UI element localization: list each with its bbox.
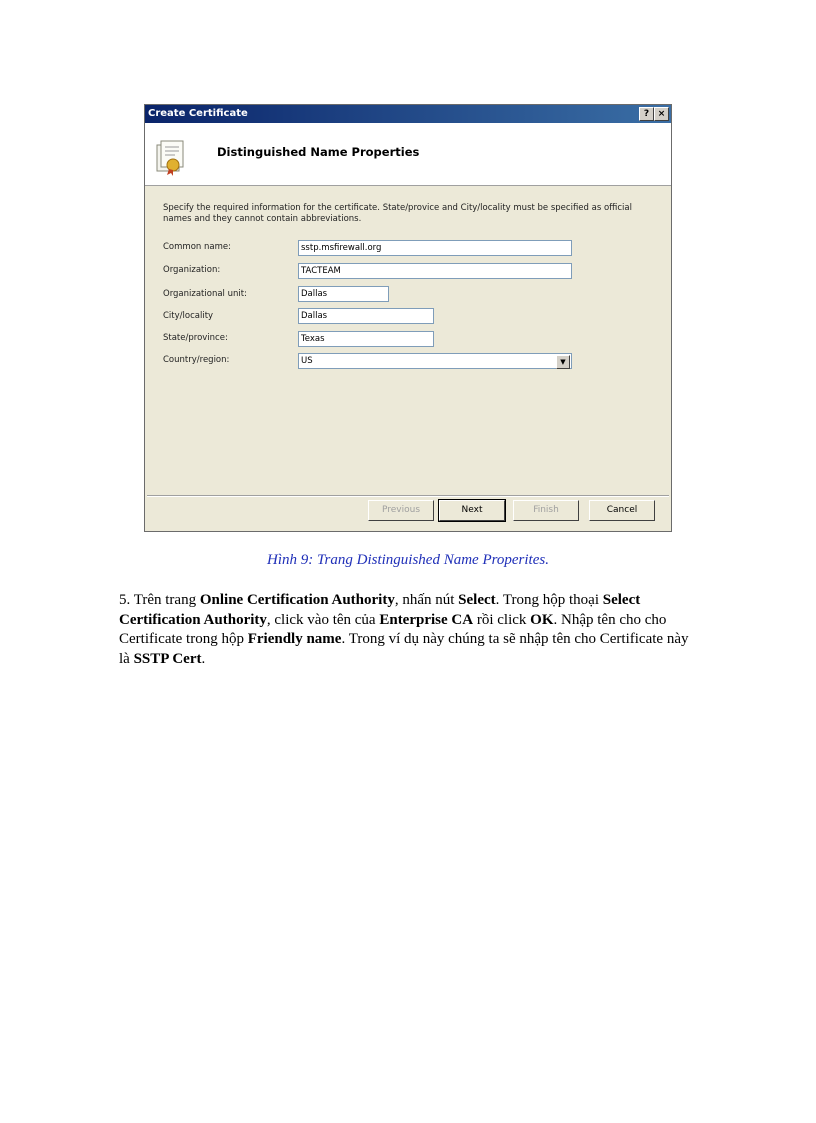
org-unit-label: Organizational unit: <box>163 289 247 299</box>
para-bold-4: Enterprise CA <box>379 611 474 628</box>
para-bold-5: OK <box>530 611 554 628</box>
certificate-icon <box>151 137 191 177</box>
org-unit-input[interactable]: Dallas <box>298 286 389 302</box>
city-input[interactable]: Dallas <box>298 308 434 324</box>
banner-title: Distinguished Name Properties <box>217 145 420 159</box>
dialog-title: Create Certificate <box>148 108 248 119</box>
previous-button[interactable]: Previous <box>368 500 434 521</box>
country-select-value: US <box>301 356 313 366</box>
para-text-4: , click vào tên của <box>266 611 380 628</box>
dialog-titlebar <box>145 105 671 123</box>
next-button[interactable]: Next <box>439 500 505 521</box>
para-text-5: rồi click <box>473 611 531 628</box>
common-name-input[interactable]: sstp.msfirewall.org <box>298 240 572 256</box>
para-bold-1: Online Certification Authority <box>199 592 395 608</box>
chevron-down-icon[interactable]: ▼ <box>556 355 570 369</box>
para-text-8: . <box>201 650 206 667</box>
state-input[interactable]: Texas <box>298 331 434 347</box>
cancel-button[interactable]: Cancel <box>589 500 655 521</box>
para-text-3: . Trong hộp thoại <box>495 592 603 608</box>
para-text-1: 5. Trên trang <box>119 592 200 608</box>
para-bold-3: Select Certification Authority <box>119 592 641 628</box>
organization-label: Organization: <box>163 265 221 275</box>
para-text-2: , nhấn nút <box>394 592 459 608</box>
instruction-paragraph <box>119 591 701 669</box>
finish-button[interactable]: Finish <box>513 500 579 521</box>
city-label: City/locality <box>163 311 214 321</box>
common-name-label: Common name: <box>163 242 231 252</box>
para-bold-6: Friendly name <box>247 631 342 647</box>
country-select[interactable] <box>298 353 572 369</box>
create-certificate-dialog <box>144 104 672 532</box>
figure-caption: Hình 9: Trang Distinguished Name Properites. <box>267 552 549 568</box>
para-text-6: . Nhập tên cho cho Certificate trong hộp <box>119 611 667 647</box>
organization-input[interactable]: TACTEAM <box>298 263 572 279</box>
instructions-text: Specify the required information for the certificate. State/provice and City/locality must be specified as official names and they cannot contain abbreviations. <box>163 203 632 224</box>
para-bold-7: SSTP Cert <box>133 650 202 667</box>
country-label: Country/region: <box>163 355 230 365</box>
footer-separator <box>147 495 669 497</box>
close-button[interactable]: × <box>654 107 669 121</box>
para-text-7: . Trong ví dụ này chúng ta sẽ nhập tên cho Certificate này là <box>119 631 689 667</box>
para-bold-2: Select <box>458 592 496 608</box>
help-button[interactable]: ? <box>639 107 654 121</box>
dialog-banner <box>145 123 671 186</box>
state-label: State/province: <box>163 333 228 343</box>
